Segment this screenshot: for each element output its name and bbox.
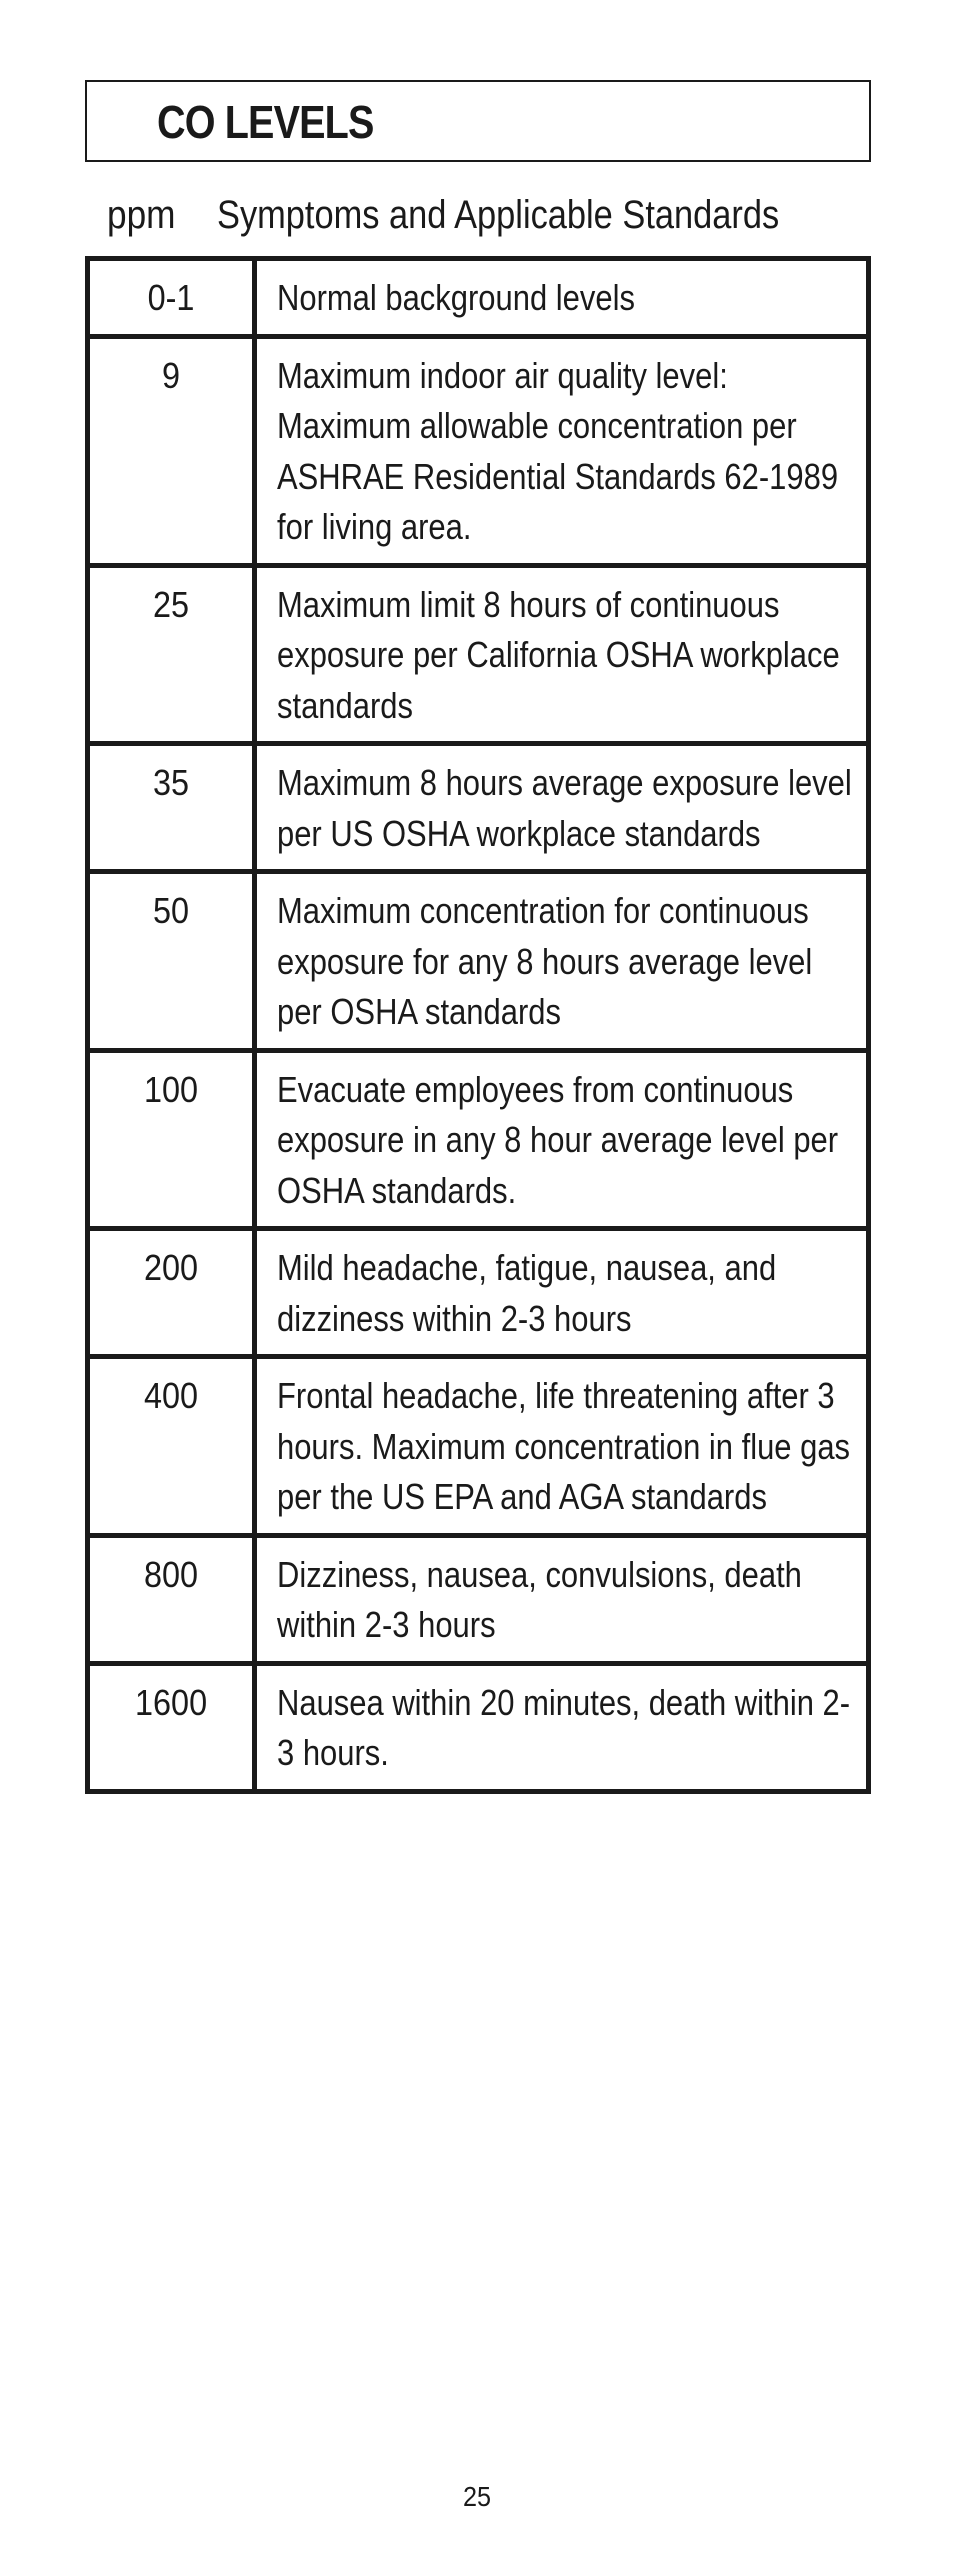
table-row	[88, 1663, 869, 1791]
ppm-cell	[88, 1663, 255, 1791]
description-text: Mild headache, fatigue, nausea, and dizziness within 2-3 hours	[277, 1247, 777, 1339]
header-symptoms: Symptoms and Applicable Standards	[217, 193, 780, 237]
table-row	[88, 1535, 869, 1663]
ppm-value: 0-1	[147, 277, 195, 318]
table-row	[88, 1050, 869, 1229]
table-row	[88, 336, 869, 565]
description-cell	[255, 872, 869, 1051]
description-cell	[255, 1229, 869, 1357]
table-row	[88, 1357, 869, 1536]
description-text: Maximum concentration for continuous exposure for any 8 hours average level per OSHA standards	[277, 890, 813, 1032]
description-text: Evacuate employees from continuous exposure in any 8 hour average level per OSHA standards.	[277, 1068, 839, 1211]
description-text: Maximum 8 hours average exposure level per US OSHA workplace standards	[277, 762, 852, 854]
description-cell	[255, 1357, 869, 1536]
description-cell	[255, 744, 869, 872]
ppm-value: 9	[161, 354, 181, 396]
ppm-value: 100	[143, 1068, 199, 1110]
table-row	[88, 565, 869, 744]
description-text: Maximum limit 8 hours of continuous exposure per California OSHA workplace standards	[277, 583, 840, 726]
ppm-value: 50	[152, 890, 190, 931]
ppm-cell	[88, 872, 255, 1051]
ppm-value: 200	[143, 1247, 199, 1288]
description-cell	[255, 259, 869, 337]
ppm-cell	[88, 1050, 255, 1229]
ppm-cell	[88, 565, 255, 744]
table-row	[88, 259, 869, 337]
ppm-cell	[88, 259, 255, 337]
description-text: Frontal headache, life threatening after 3 hours. Maximum concentration in flue gas per the US EPA and AGA standards	[277, 1375, 851, 1517]
description-text: Dizziness, nausea, convulsions, death within 2-3 hours	[277, 1553, 802, 1645]
ppm-cell	[88, 1357, 255, 1536]
table-row	[88, 872, 869, 1051]
description-text: Normal background levels	[277, 277, 635, 318]
description-text: Nausea within 20 minutes, death within 2-3 hours.	[277, 1681, 851, 1773]
ppm-value: 1600	[134, 1681, 208, 1723]
description-cell	[255, 1663, 869, 1791]
ppm-value: 25	[152, 583, 190, 625]
column-headers	[85, 188, 871, 242]
description-text: Maximum indoor air quality level: Maximum allowable concentration per ASHRAE Residential Standards 62-1989 for living area.	[277, 354, 839, 547]
title-box	[85, 80, 871, 162]
ppm-cell	[88, 1535, 255, 1663]
ppm-cell	[88, 336, 255, 565]
ppm-value: 35	[152, 762, 190, 803]
ppm-value: 800	[143, 1553, 199, 1595]
header-ppm: ppm	[107, 193, 176, 237]
table-row	[88, 1229, 869, 1357]
description-cell	[255, 565, 869, 744]
page-number: 25	[462, 2481, 492, 2512]
description-cell	[255, 1535, 869, 1663]
table-row	[88, 744, 869, 872]
ppm-value: 400	[143, 1375, 199, 1416]
description-cell	[255, 336, 869, 565]
ppm-cell	[88, 744, 255, 872]
description-cell	[255, 1050, 869, 1229]
ppm-cell	[88, 1229, 255, 1357]
co-levels-table	[85, 256, 871, 1794]
page-title: CO LEVELS	[157, 96, 374, 148]
